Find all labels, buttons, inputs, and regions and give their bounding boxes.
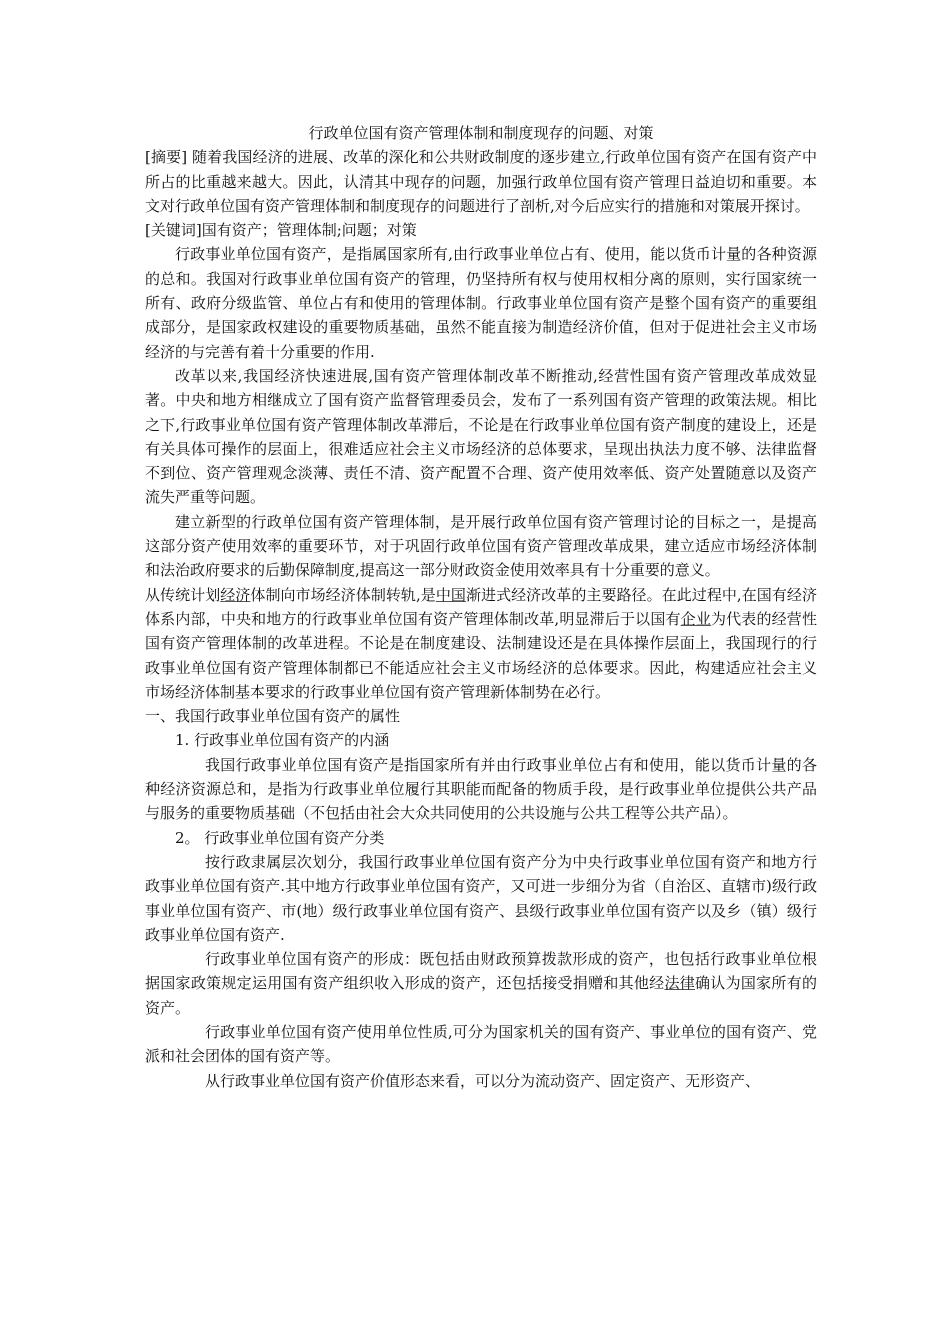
text-segment: 从传统计划 xyxy=(145,585,221,604)
text-segment: 行政事业单位国有资产的形成：既包括由财政预算拨款形成的资产，也包括行政事业单位根据国家政策规定运用国有资产组织收入形成的资产，还包括接受捐赠和其他经 xyxy=(145,950,817,993)
body-paragraph-6: 按行政隶属层次划分，我国行政事业单位国有资产分为中央行政事业单位国有资产和地方行政事业单位国有资产.其中地方行政事业单位国有资产，又可进一步细分为省（自治区、直辖市)级行政事业单位国有资产、市(地）级行政事业单位国有资产、县级行政事业单位国有资产以及乡（镇）级行政事业单位国有资产. xyxy=(145,852,817,944)
subsection-heading-1-2: 2。 行政事业单位国有资产分类 xyxy=(175,828,385,847)
link-law[interactable]: 法律 xyxy=(664,974,696,993)
body-paragraph-4 xyxy=(145,583,817,704)
body-paragraph-9: 从行政事业单位国有资产价值形态来看，可以分为流动资产、固定资产、无形资产、 xyxy=(205,1071,761,1090)
body-paragraph-2: 改革以来,我国经济快速进展,国有资产管理体制改革不断推动,经营性国有资产管理改革成效显著。中央和地方相继成立了国有资产监督管理委员会，发布了一系列国有资产管理的政策法规。相比之下,行政事业单位国有资产管理体制改革滞后，不论是在行政事业单位国有资产制度的建设上，还是有关具体可操作的层面上，很难适应社会主义市场经济的总体要求，呈现出执法力度不够、法律监督不到位、资产管理观念淡薄、责任不清、资产配置不合理、资产使用效率低、资产处置随意以及资产流失严重等问题。 xyxy=(145,366,817,507)
document-page xyxy=(145,121,817,1093)
keywords-line: [关键词]国有资产；管理体制;问题；对策 xyxy=(145,221,417,240)
subsection-heading-1-1: 1. 行政事业单位国有资产的内涵 xyxy=(175,731,390,750)
text-segment: 体制向市场经济体制转轨,是 xyxy=(250,585,436,604)
body-paragraph-3: 建立新型的行政单位国有资产管理体制，是开展行政单位国有资产管理讨论的目标之一，是提高这部分资产使用效率的重要环节，对于巩固行政单位国有资产管理改革成果，建立适应市场经济体制和法治政府要求的后勤保障制度,提高这一部分财政资金使用效率具有十分重要的意义。 xyxy=(145,512,817,580)
link-economy[interactable]: 经济 xyxy=(220,585,251,604)
abstract-paragraph: [摘要] 随着我国经济的进展、改革的深化和公共财政制度的逐步建立,行政单位国有资产在国有资产中所占的比重越来越大。因此，认清其中现存的问题，加强行政单位国有资产管理日益迫切和重要。本文对行政单位国有资产管理体制和制度现存的问题进行了剖析,对今后应实行的措施和对策展开探讨。 xyxy=(145,148,817,215)
text-segment: 为代表的经营性国有资产管理体制的改革进程。不论是在制度建设、法制建设还是在具体操作层面上，我国现行的行政事业单位国有资产管理体制都已不能适应社会主义市场经济的总体要求。因此，构建适应社会主义市场经济体制基本要求的行政事业单位国有资产管理新体制势在必行。 xyxy=(145,609,817,701)
text-segment: 渐进式经济改革的主要路径。在此过程中,在国有经济体系内部，中央和地方的行政事业单位国有资产管理体制改革,明显滞后于以国有 xyxy=(145,585,817,628)
link-enterprise[interactable]: 企业 xyxy=(680,609,711,628)
document-title: 行政单位国有资产管理体制和制度现存的问题、对策 xyxy=(308,124,654,142)
section-heading-1: 一、我国行政事业单位国有资产的属性 xyxy=(145,707,401,726)
body-paragraph-8: 行政事业单位国有资产使用单位性质,可分为国家机关的国有资产、事业单位的国有资产、党派和社会团体的国有资产等。 xyxy=(145,1022,817,1066)
text-segment: 确认为国家所有的资产。 xyxy=(145,974,817,1017)
body-paragraph-1: 行政事业单位国有资产，是指属国家所有,由行政事业单位占有、使用，能以货币计量的各种资源的总和。我国对行政事业单位国有资产的管理，仍坚持所有权与使用权相分离的原则，实行国家统一所有、政府分级监管、单位占有和使用的管理体制。行政事业单位国有资产是整个国有资产的重要组成部分，是国家政权建设的重要物质基础，虽然不能直接为制造经济价值，但对于促进社会主义市场经济的与完善有着十分重要的作用. xyxy=(145,245,817,361)
body-paragraph-5: 我国行政事业单位国有资产是指国家所有并由行政事业单位占有和使用，能以货币计量的各种经济资源总和，是指为行政事业单位履行其职能而配备的物质手段，是行政事业单位提供公共产品与服务的重要物质基础（不包括由社会大众共同使用的公共设施与公共工程等公共产品）。 xyxy=(145,755,817,823)
body-paragraph-7 xyxy=(145,947,817,1020)
link-china[interactable]: 中国 xyxy=(435,585,466,604)
